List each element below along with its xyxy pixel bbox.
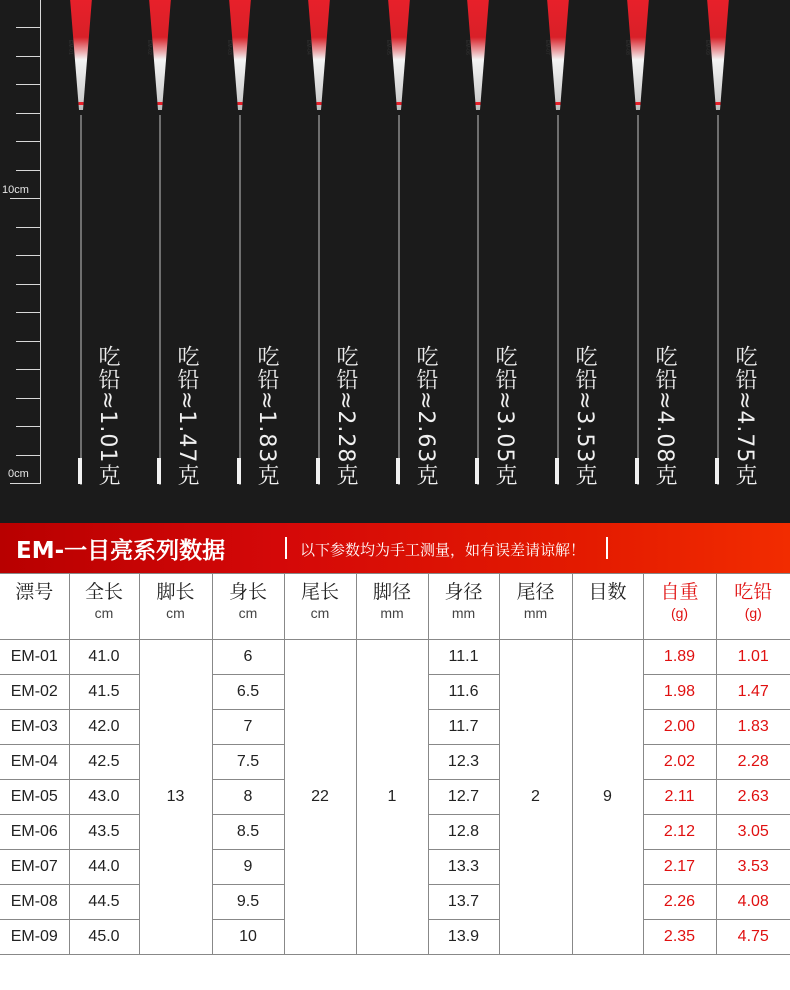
cell-model: EM-05 xyxy=(0,780,69,815)
float-model-label: EM-03 xyxy=(226,40,232,55)
cell-model: EM-07 xyxy=(0,850,69,885)
cell-foot-diameter: 1 xyxy=(356,640,428,955)
float-model-label: EM-07 xyxy=(544,40,550,55)
cell-self-weight: 1.98 xyxy=(643,675,716,710)
cell-body-length: 10 xyxy=(212,920,284,955)
cell-self-weight: 2.35 xyxy=(643,920,716,955)
column-header xyxy=(0,574,69,640)
cell-body-diameter: 11.1 xyxy=(428,640,499,675)
ruler-tick xyxy=(16,27,41,28)
float-body-icon xyxy=(386,0,412,118)
spec-table xyxy=(0,573,790,955)
cell-body-diameter: 11.6 xyxy=(428,675,499,710)
cell-self-weight: 2.12 xyxy=(643,815,716,850)
cell-mesh-count: 9 xyxy=(572,640,643,955)
column-header-name: 全长 xyxy=(84,581,123,603)
cell-lead-capacity: 1.01 xyxy=(716,640,790,675)
float-body-icon xyxy=(147,0,173,118)
column-header xyxy=(212,574,284,640)
float-marker xyxy=(555,458,559,484)
column-header-unit: mm xyxy=(380,605,404,621)
column-header-name: 身径 xyxy=(444,581,483,603)
banner-divider-left xyxy=(285,537,287,559)
ruler-tick xyxy=(16,141,41,142)
float-marker xyxy=(237,458,241,484)
cell-self-weight: 2.02 xyxy=(643,745,716,780)
float-lead-label: 吃铅≈4.08克 xyxy=(652,345,677,487)
table-header-row xyxy=(0,574,790,640)
float-marker xyxy=(635,458,639,484)
cell-lead-capacity: 3.05 xyxy=(716,815,790,850)
column-header-unit: mm xyxy=(523,605,548,621)
column-header-unit: cm xyxy=(94,605,114,621)
cell-foot-length: 13 xyxy=(139,640,212,955)
cell-body-diameter: 13.7 xyxy=(428,885,499,920)
ruler-tick xyxy=(16,312,41,313)
float-stem xyxy=(398,115,400,485)
cell-model: EM-02 xyxy=(0,675,69,710)
column-header-name: 脚径 xyxy=(372,581,411,603)
float-model-label: EM-08 xyxy=(624,40,630,55)
cell-model: EM-08 xyxy=(0,885,69,920)
cell-lead-capacity: 1.47 xyxy=(716,675,790,710)
banner-note: 以下参数均为手工测量，如有误差请谅解！ xyxy=(300,541,586,559)
cell-tail-length: 22 xyxy=(284,640,356,955)
float-lead-label: 吃铅≈3.53克 xyxy=(572,345,597,487)
ruler-tick xyxy=(16,56,41,57)
cell-body-length: 6.5 xyxy=(212,675,284,710)
column-header xyxy=(499,574,572,640)
float-model-label: EM-02 xyxy=(146,40,152,55)
float-body-icon xyxy=(705,0,731,118)
ruler-label-0cm: 0cm xyxy=(8,468,29,480)
column-header-unit: (g) xyxy=(670,605,689,621)
float-body-icon xyxy=(625,0,651,118)
float-model-label: EM-09 xyxy=(704,40,710,55)
cell-self-weight: 1.89 xyxy=(643,640,716,675)
column-header xyxy=(428,574,499,640)
column-header-unit: cm xyxy=(238,605,258,621)
cell-body-length: 7.5 xyxy=(212,745,284,780)
cell-tail-diameter: 2 xyxy=(499,640,572,955)
cell-model: EM-09 xyxy=(0,920,69,955)
cell-self-weight: 2.17 xyxy=(643,850,716,885)
float-stem xyxy=(637,115,639,485)
float-model-label: EM-04 xyxy=(305,40,311,55)
cell-total-length: 44.0 xyxy=(69,850,139,885)
float-body-icon xyxy=(545,0,571,118)
cell-total-length: 42.0 xyxy=(69,710,139,745)
cell-total-length: 42.5 xyxy=(69,745,139,780)
table-body xyxy=(0,640,790,955)
ruler-tick xyxy=(16,398,41,399)
banner-title: EM-一目亮系列数据 xyxy=(16,538,226,564)
float-marker xyxy=(715,458,719,484)
cell-body-diameter: 11.7 xyxy=(428,710,499,745)
float-body-icon xyxy=(227,0,253,118)
cell-body-diameter: 12.7 xyxy=(428,780,499,815)
column-header-name: 尾径 xyxy=(516,581,555,603)
cell-total-length: 43.0 xyxy=(69,780,139,815)
float-body-icon xyxy=(306,0,332,118)
cell-body-length: 6 xyxy=(212,640,284,675)
float-model-label: EM-01 xyxy=(67,40,73,55)
cell-total-length: 43.5 xyxy=(69,815,139,850)
column-header xyxy=(139,574,212,640)
cell-body-diameter: 12.8 xyxy=(428,815,499,850)
cell-body-diameter: 12.3 xyxy=(428,745,499,780)
column-header-name: 尾长 xyxy=(300,581,339,603)
column-header-unit: cm xyxy=(310,605,330,621)
cell-model: EM-06 xyxy=(0,815,69,850)
cell-lead-capacity: 4.75 xyxy=(716,920,790,955)
cell-body-length: 9 xyxy=(212,850,284,885)
ruler-tick xyxy=(16,113,41,114)
cell-lead-capacity: 1.83 xyxy=(716,710,790,745)
ruler-tick xyxy=(16,84,41,85)
cell-total-length: 45.0 xyxy=(69,920,139,955)
ruler-tick xyxy=(16,227,41,228)
ruler-tick xyxy=(16,455,41,456)
float-marker xyxy=(78,458,82,484)
ruler-tick xyxy=(16,255,41,256)
cell-total-length: 41.5 xyxy=(69,675,139,710)
cell-body-diameter: 13.9 xyxy=(428,920,499,955)
ruler-tick xyxy=(16,341,41,342)
float-lead-label: 吃铅≈1.01克 xyxy=(95,345,120,487)
column-header-name: 脚长 xyxy=(156,581,195,603)
ruler-tick xyxy=(16,284,41,285)
column-header xyxy=(356,574,428,640)
column-header xyxy=(643,574,716,640)
ruler-line xyxy=(40,0,41,483)
cell-lead-capacity: 3.53 xyxy=(716,850,790,885)
float-marker xyxy=(396,458,400,484)
ruler-tick xyxy=(10,483,41,484)
column-header-name: 吃铅 xyxy=(734,581,773,603)
column-header xyxy=(716,574,790,640)
float-stem xyxy=(318,115,320,485)
cell-model: EM-04 xyxy=(0,745,69,780)
float-body-icon xyxy=(68,0,94,118)
cell-self-weight: 2.26 xyxy=(643,885,716,920)
cell-lead-capacity: 2.63 xyxy=(716,780,790,815)
float-model-label: EM-06 xyxy=(464,40,470,55)
float-stem xyxy=(239,115,241,485)
float-body-icon xyxy=(465,0,491,118)
cell-model: EM-01 xyxy=(0,640,69,675)
float-marker xyxy=(475,458,479,484)
cell-self-weight: 2.11 xyxy=(643,780,716,815)
column-header xyxy=(572,574,643,640)
cell-body-length: 8.5 xyxy=(212,815,284,850)
banner-divider-right xyxy=(606,537,608,559)
float-lead-label: 吃铅≈1.47克 xyxy=(174,345,199,487)
float-stem xyxy=(80,115,82,485)
float-stem xyxy=(477,115,479,485)
float-model-label: EM-05 xyxy=(385,40,391,55)
cell-body-length: 9.5 xyxy=(212,885,284,920)
float-lead-label: 吃铅≈1.83克 xyxy=(254,345,279,487)
float-lead-label: 吃铅≈2.28克 xyxy=(333,345,358,487)
float-stem xyxy=(717,115,719,485)
column-header-unit: (g) xyxy=(744,605,762,621)
cell-lead-capacity: 2.28 xyxy=(716,745,790,780)
float-marker xyxy=(157,458,161,484)
cell-body-diameter: 13.3 xyxy=(428,850,499,885)
ruler-label-10cm: 10cm xyxy=(2,184,29,196)
ruler-tick xyxy=(16,369,41,370)
table-row xyxy=(0,640,790,675)
float-stem xyxy=(557,115,559,485)
column-header-name: 漂号 xyxy=(15,581,54,603)
float-stem xyxy=(159,115,161,485)
column-header-name: 身长 xyxy=(228,581,267,603)
ruler-tick xyxy=(10,198,41,199)
cell-total-length: 41.0 xyxy=(69,640,139,675)
column-header-unit: mm xyxy=(451,605,476,621)
column-header xyxy=(69,574,139,640)
float-lead-label: 吃铅≈3.05克 xyxy=(492,345,517,487)
float-lead-label: 吃铅≈4.75克 xyxy=(732,345,757,487)
cell-lead-capacity: 4.08 xyxy=(716,885,790,920)
column-header xyxy=(284,574,356,640)
column-header-unit: cm xyxy=(166,605,185,621)
cell-self-weight: 2.00 xyxy=(643,710,716,745)
float-marker xyxy=(316,458,320,484)
float-lead-label: 吃铅≈2.63克 xyxy=(413,345,438,487)
cell-total-length: 44.5 xyxy=(69,885,139,920)
cell-body-length: 8 xyxy=(212,780,284,815)
column-header-name: 目数 xyxy=(588,581,627,603)
ruler-tick xyxy=(16,170,41,171)
data-banner xyxy=(0,523,790,573)
cell-body-length: 7 xyxy=(212,710,284,745)
cell-model: EM-03 xyxy=(0,710,69,745)
column-header-name: 自重 xyxy=(660,581,699,603)
ruler-tick xyxy=(16,426,41,427)
